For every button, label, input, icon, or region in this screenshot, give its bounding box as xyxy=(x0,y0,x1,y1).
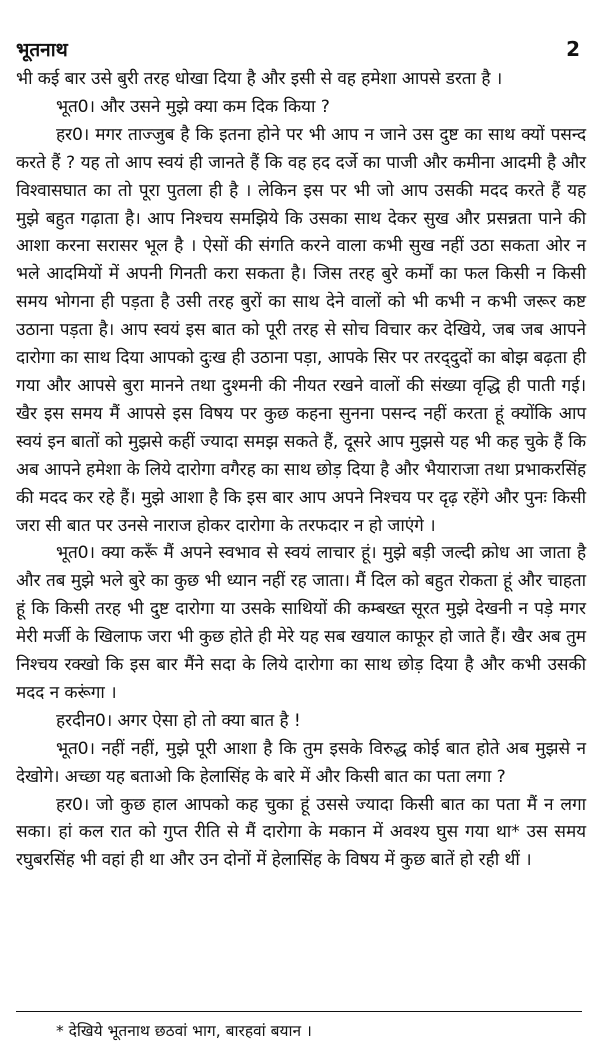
footnote: * देखिये भूतनाथ छठवां भाग, बारहवां बयान । xyxy=(56,1022,312,1040)
paragraph-continuation: भी कई बार उसे बुरी तरह धोखा दिया है और इसी से वह हमेशा आपसे डरता है । xyxy=(16,69,503,89)
page-header xyxy=(16,36,586,66)
paragraph: हरदीन0। अगर ऐसा हो तो क्या बात है ! xyxy=(56,710,301,731)
body-text xyxy=(16,66,586,875)
page-number: 2 xyxy=(566,37,580,61)
paragraph: भूत0। नहीं नहीं, मुझे पूरी आशा है कि तुम इसके विरुद्ध कोई बात होते अब मुझसे न देखोगे। अच्छा यह बताओ कि हेलासिंह के बारे में और किसी बात का पता लगा ? xyxy=(16,738,586,787)
running-head: भूतनाथ xyxy=(16,39,68,61)
paragraph: भूत0। क्या करूँ मैं अपने स्वभाव से स्वयं लाचार हूं। मुझे बड़ी जल्दी क्रोध आ जाता है और तब मुझे भले बुरे का कुछ भी ध्यान नहीं रह जाता। मैं दिल को बहुत रोकता हूं और चाहता हूं कि किसी तरह भी दुष्ट दारोगा या उसके साथियों की कम्बख्त सूरत मुझे देखनी न पड़े मगर मेरी मर्जी के खिलाफ जरा भी कुछ होते ही मेरे यह सब खयाल काफूर हो जाते हैं। खैर अब तुम निश्चय रक्खो कि इस बार मैंने सदा के लिये दारोगा का साथ छोड़ दिया है और कभी उसकी मदद न करूंगा । xyxy=(16,543,586,703)
paragraph: हर0। जो कुछ हाल आपको कह चुका हूं उससे ज्यादा किसी बात का पता मैं न लगा सका। हां कल रात को गुप्त रीति से मैं दारोगा के मकान में अवश्य घुस गया था* उस समय रघुबरसिंह भी वहां ही था और उन दोनों में हेलासिंह के विषय में कुछ बातें हो रही थीं । xyxy=(16,794,586,871)
footnote-divider xyxy=(16,1011,582,1012)
paragraph: हर0। मगर ताज्जुब है कि इतना होने पर भी आप न जाने उस दुष्ट का साथ क्यों पसन्द करते हैं ? यह तो आप स्वयं ही जानते हैं कि वह हद दर्जे का पाजी और कमीना आदमी है और विश्वासघात का तो पूरा पुतला ही है । लेकिन इस पर भी जो आप उसकी मदद करते हैं यह मुझे बहुत गढ़ाता है। आप निश्चय समझिये कि उसका साथ देकर सुख और प्रसन्नता पाने की आशा करना सरासर भूल है । ऐसों की संगति करने वाला कभी सुख नहीं उठा सकता ओर न भले आदमियों में अपनी गिनती करा सकता है। जिस तरह बुरे कर्मों का फल किसी न किसी समय भोगना ही पड़ता है उसी तरह बुरों का साथ देने वालों को भी कभी न कभी जरूर कष्ट उठाना पड़ता है। आप स्वयं इस बात को पूरी तरह से सोच विचार कर देखिये, जब जब आपने दारोगा का साथ दिया आपको दुःख ही उठाना पड़ा, आपके सिर पर तरद्‌दुदों का बोझ बढ़ता ही गया और आपसे बुरा मानने तथा दुश्मनी की नीयत रखने वालों की संख्या वृद्धि ही पाती गई। खैर इस समय मैं आपसे इस विषय पर कुछ कहना सुनना पसन्द नहीं करता हूं क्योंकि आप स्वयं इन बातों को मुझसे कहीं ज्यादा समझ सकते हैं, दूसरे आप मुझसे यह भी कह चुके हैं कि अब आपने हमेशा के लिये दारोगा वगैरह का साथ छोड़ दिया है और भैयाराजा तथा प्रभाकरसिंह की मदद कर रहे हैं। मुझे आशा है कि इस बार आप अपने निश्चय पर दृढ़ रहेंगे और पुनः किसी जरा सी बात पर उनसे नाराज होकर दारोगा के तरफदार न हो जाएंगे । xyxy=(16,124,587,536)
paragraph: भूत0। और उसने मुझे क्या कम दिक किया ? xyxy=(56,96,330,117)
